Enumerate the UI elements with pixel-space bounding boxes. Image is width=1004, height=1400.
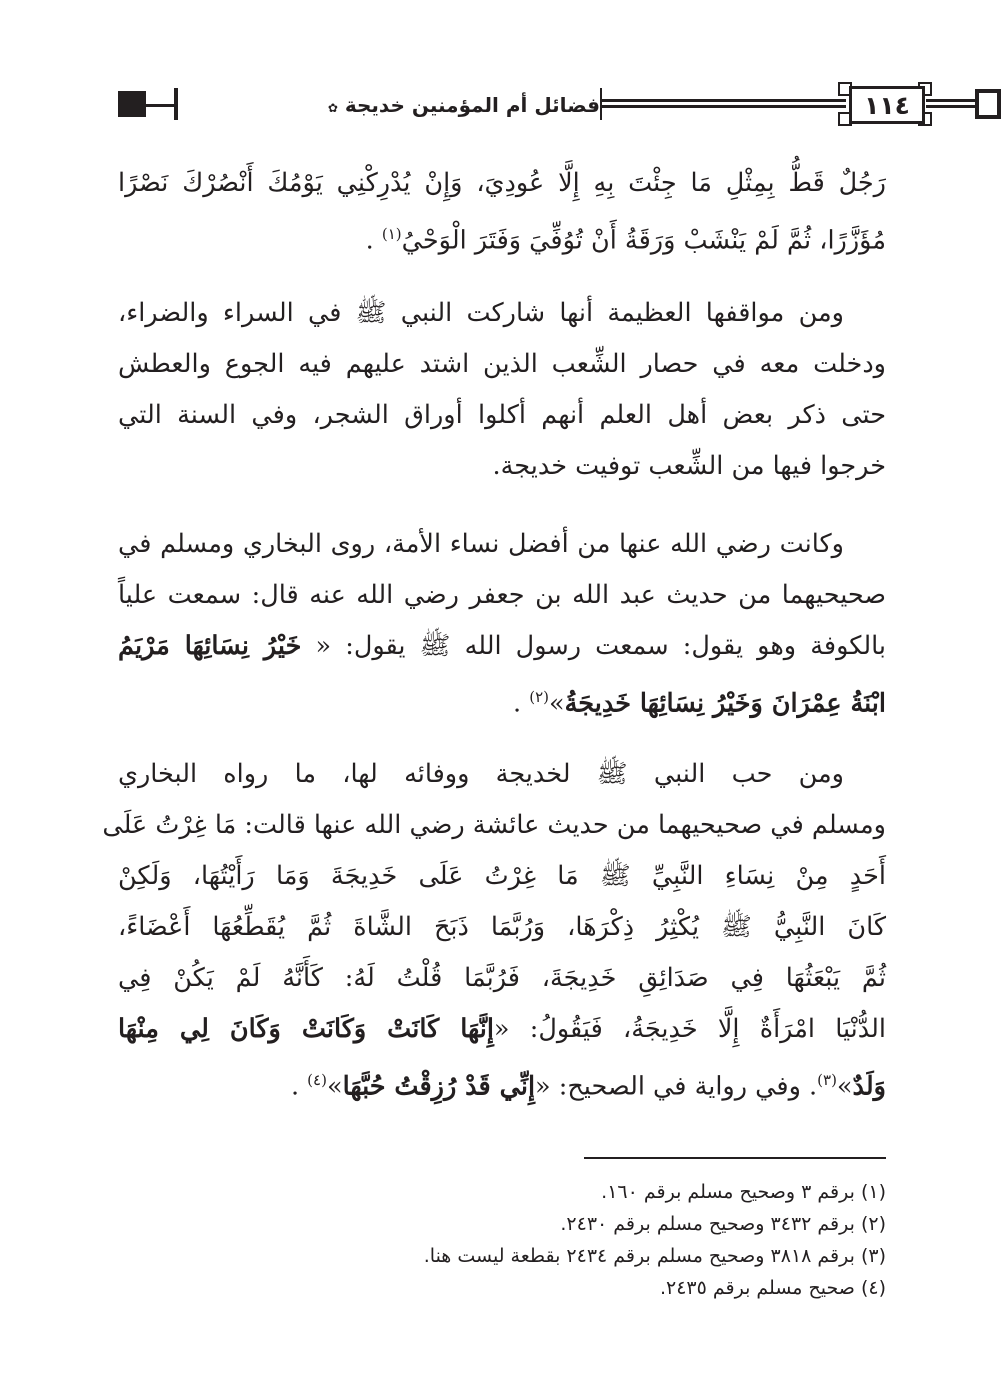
honorific-glyph: ✿ (327, 101, 338, 115)
text-line: رَجُلٌ قَطُّ بِمِثْلِ مَا جِئْتَ بِهِ إِلَّا عُودِيَ، وَإِنْ يُدْرِكْنِي يَوْمُكَ أَنْصُرْكَ نَصْرًا (118, 168, 886, 198)
footnotes (118, 1176, 886, 1304)
paragraph-2 (118, 288, 886, 492)
hadith-text: ابْنَةُ عِمْرَانَ وَخَيْرُ نِسَائِهَا خَدِيجَةُ (564, 688, 886, 719)
footnote: (٤) صحيح مسلم برقم ٢٤٣٥. (659, 1277, 886, 1299)
running-title (327, 88, 600, 122)
paragraph-1 (118, 158, 886, 260)
paragraph-4 (102, 749, 886, 1106)
text-line: أَحَدٍ مِنْ نِسَاءِ النَّبِيِّ ﷺ مَا غِرْتُ عَلَى خَدِيجَةَ وَمَا رَأَيْتُهَا، وَلَكِنْ (118, 861, 886, 891)
header-right-frame (975, 89, 1001, 119)
hadith-text: إِنِّي قَدْ رُزِقْتُ حُبَّهَا (342, 1071, 536, 1102)
text-line: وَلَدٌ»$^{(٣)}$. وفي رواية في الصحيح: «إِنِّي قَدْ رُزِقْتُ حُبَّهَا»$^{(٤)}$ . (290, 1071, 886, 1102)
text-line: ثُمَّ يَبْعَثُهَا فِي صَدَائِقِ خَدِيجَةَ، فَرُبَّمَا قُلْتُ لَهُ: كَأَنَّهُ لَمْ يَكُنْ فِي (118, 963, 886, 993)
text-line: مُؤَزَّرًا، ثُمَّ لَمْ يَنْشَبْ وَرَقَةُ أَنْ تُوُفِّيَ وَفَتَرَ الْوَحْيُ$^{(١)}$ . (365, 225, 886, 256)
footnote-ref: (٣) (817, 1071, 837, 1089)
footnote-separator (584, 1157, 886, 1159)
footnote-ref: (٤) (307, 1071, 327, 1089)
text-line (118, 1004, 886, 1055)
footnote: (٣) برقم ٣٨١٨ وصحيح مسلم برقم ٢٤٣٤ بقطعة ليست هنا. (423, 1245, 886, 1267)
text-line: حتى ذكر بعض أهل العلم أنهم أكلوا أوراق الشجر، وفي السنة التي (118, 400, 886, 430)
header-left-block (118, 91, 146, 117)
footnote: (٢) برقم ٣٤٣٢ وصحيح مسلم برقم ٢٤٣٠. (560, 1213, 886, 1235)
footnote: (١) برقم ٣ وصحيح مسلم برقم ١٦٠. (601, 1181, 886, 1203)
line-text: الدُّنْيَا امْرَأَةٌ إِلَّا خَدِيجَةُ، فَيَقُولُ: « (493, 1014, 886, 1044)
text-line: ومسلم في صحيحيهما من حديث عائشة رضي الله عنها قالت: مَا غِرْتُ عَلَى (102, 810, 886, 840)
text-line: ومن مواقفها العظيمة أنها شاركت النبي ﷺ في السراء والضراء، (118, 298, 844, 328)
footnote-ref: (٢) (529, 688, 550, 706)
paragraph-3 (118, 519, 886, 723)
line-text: مُؤَزَّرًا، ثُمَّ لَمْ يَنْشَبْ وَرَقَةُ أَنْ تُوُفِّيَ وَفَتَرَ الْوَحْيُ (401, 225, 886, 256)
running-title-text: فضائل أم المؤمنين خديجة (344, 93, 600, 117)
header-bar (174, 88, 178, 120)
running-header (118, 82, 910, 128)
text-line: ابْنَةُ عِمْرَانَ وَخَيْرُ نِسَائِهَا خَدِيجَةُ»$^{(٢)}$ . (513, 688, 886, 719)
text-line (118, 621, 886, 672)
footnote-ref: (١) (381, 225, 402, 243)
header-double-rule (602, 99, 846, 108)
line-text: . وفي رواية في الصحيح: « (535, 1071, 818, 1102)
text-line: كَانَ النَّبِيُّ ﷺ يُكْثِرُ ذِكْرَهَا، وَرُبَّمَا ذَبَحَ الشَّاةَ ثُمَّ يُقَطِّعُهَا أَعْضَاءً، (118, 912, 886, 942)
text-line: وكانت رضي الله عنها من أفضل نساء الأمة، روى البخاري ومسلم في (118, 529, 844, 559)
hadith-text: إِنَّهَا كَانَتْ وَكَانَتْ وَكَانَ لِي مِنْهَا (118, 1014, 494, 1044)
text-line: ودخلت معه في حصار الشِّعب الذين اشتد عليهم فيه الجوع والعطش (118, 349, 886, 379)
text-line: ومن حب النبي ﷺ لخديجة ووفائه لها، ما رواه البخاري (118, 759, 844, 789)
page-number: ١١٤ (849, 86, 925, 124)
text-line: خرجوا فيها من الشِّعب توفيت خديجة. (492, 451, 886, 481)
text-line: صحيحيهما من حديث عبد الله بن جعفر رضي الله عنه قال: سمعت علياً (118, 580, 886, 610)
hadith-text: وَلَدٌ (852, 1071, 886, 1102)
line-text: بالكوفة وهو يقول: سمعت رسول الله ﷺ يقول: « (315, 631, 886, 661)
header-rule (146, 104, 174, 107)
header-double-rule (926, 99, 976, 108)
hadith-text: خَيْرُ نِسَائِهَا مَرْيَمُ (118, 631, 302, 661)
